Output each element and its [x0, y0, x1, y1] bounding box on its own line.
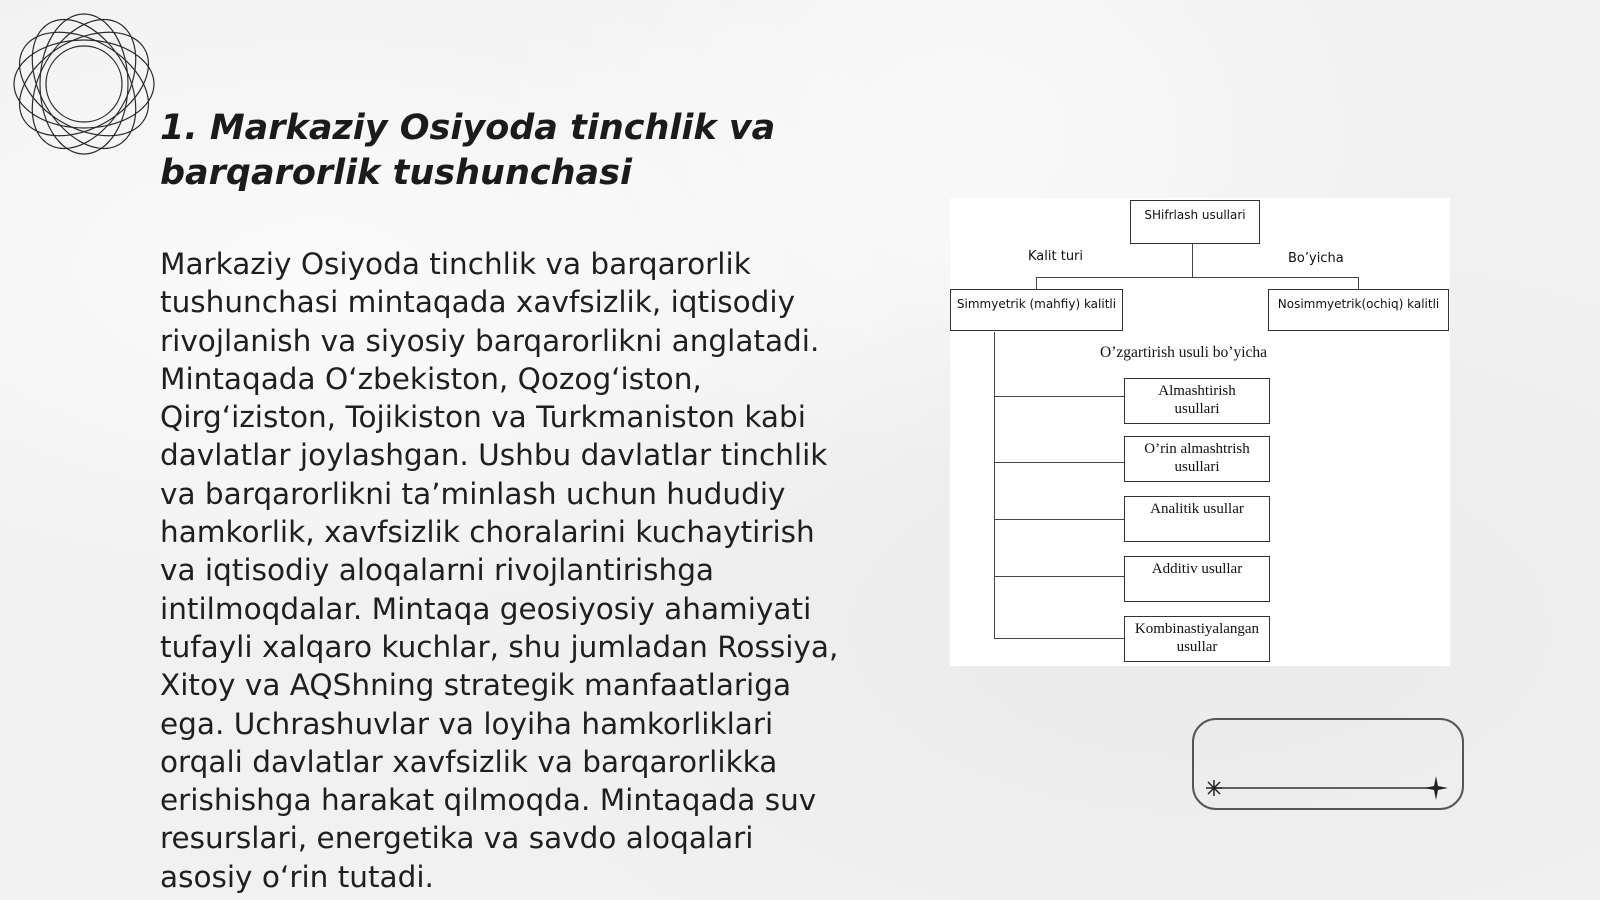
decorative-circles-icon [10, 10, 158, 158]
top-branch-line [1036, 277, 1358, 278]
method-connector-1 [994, 396, 1124, 397]
method-node-additive [1124, 556, 1270, 602]
asymmetric-key-node: Nosimmyetrik(ochiq) kalitli [1268, 289, 1449, 331]
key-type-label: Kalit turi [1028, 249, 1084, 264]
transform-method-label: O’zgartirish usuli bo’yicha [1100, 344, 1268, 361]
method-line: usullar [1176, 639, 1218, 655]
method-node-combined [1124, 616, 1270, 662]
left-branch-drop [1036, 277, 1037, 289]
method-line: Analitik usullar [1150, 501, 1244, 517]
method-node-analytic [1124, 496, 1270, 542]
root-node: SHifrlash usullari [1130, 200, 1260, 244]
method-connector-3 [994, 519, 1124, 520]
right-branch-drop [1358, 277, 1359, 289]
method-node-transposition [1124, 436, 1270, 482]
symmetric-key-node: Simmyetrik (mahfiy) kalitli [950, 289, 1123, 331]
method-line: Kombinastiyalangan [1134, 621, 1260, 637]
method-connector-4 [994, 576, 1124, 577]
slide-body-text: Markaziy Osiyoda tinchlik va barqarorlik tushunchasi mintaqada xavfsizlik, iqtisodiy rivojlanish va siyosiy barqarorlikni anglatadi. Mintaqada O‘zbekiston, Qozog‘iston, Qirg‘iziston, Tojikiston va Turkmaniston kabi davlatlar joylashgan. Ushbu davlatlar tinchlik va barqarorlikni ta’minlash uchun hududiy hamkorlik, xavfsizlik choralarini kuchaytirish va iqtisodiy aloqalarni rivojlantirishga intilmoqdalar. Mintaqa geosiyosiy ahamiyati tufayli xalqaro kuchlar, shu jumladan Rossiya, Xitoy va AQShning strategik manfaatlariga ega. Uchrashuvlar va loyiha hamkorliklari orqali davlatlar xavfsizlik va barqarorlikka erishishga harakat qilmoqda. Mintaqada suv resurslari, energetika va savdo aloqalari asosiy o‘rin tutadi. [160, 247, 839, 894]
method-node-substitution [1124, 378, 1270, 424]
method-line: Additiv usullar [1151, 561, 1243, 577]
method-line: usullari [1174, 459, 1220, 475]
method-line: usullari [1174, 401, 1220, 417]
method-connector-2 [994, 462, 1124, 463]
method-line: O’rin almashtrish [1144, 441, 1250, 457]
decorative-line-with-stars-icon [1192, 718, 1464, 810]
method-connector-5 [994, 638, 1124, 639]
methods-trunk-line [994, 332, 995, 638]
by-label: Bo’yicha [1288, 251, 1344, 266]
encryption-methods-diagram [950, 198, 1450, 666]
slide-title: 1. Markaziy Osiyoda tinchlik va barqarorlik tushunchasi [160, 108, 776, 193]
root-stem-line [1192, 243, 1193, 277]
method-line: Almashtirish [1158, 383, 1236, 399]
